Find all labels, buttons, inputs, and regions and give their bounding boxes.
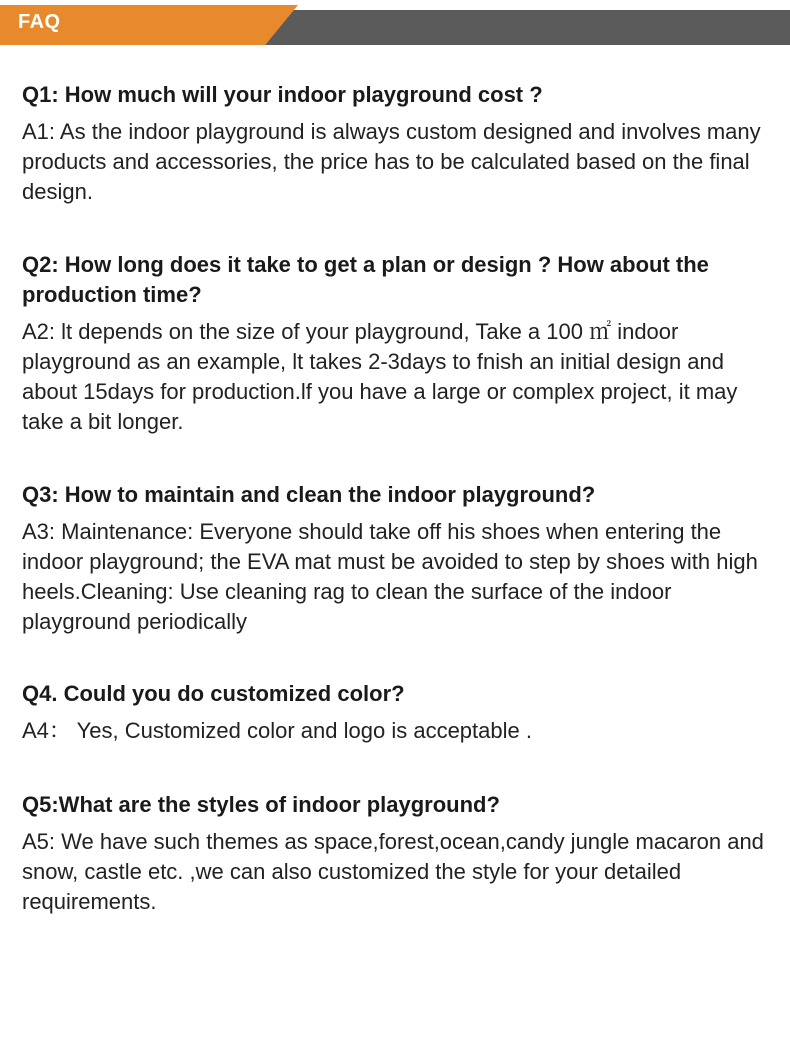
faq-item-1 — [22, 80, 772, 207]
faq-item-3 — [22, 480, 772, 637]
faq-answer: A2: lt depends on the size of your playground, Take a 100 ㎡ indoor playground as an example, lt takes 2-3days to fnish an initial design and about 15days for production.lf you have a large or complex project, it may take a bit longer. — [22, 319, 738, 434]
faq-question: Q1: How much will your indoor playground cost ? — [22, 82, 543, 107]
faq-question: Q4. Could you do customized color? — [22, 681, 405, 706]
faq-item-5 — [22, 790, 772, 917]
faq-answer: A1: As the indoor playground is always custom designed and involves many products and accessories, the price has to be calculated based on the final design. — [22, 119, 761, 204]
faq-answer: A4： Yes, Customized color and logo is acceptable . — [22, 718, 532, 743]
faq-item-4 — [22, 679, 772, 746]
faq-question: Q5:What are the styles of indoor playground? — [22, 792, 500, 817]
faq-answer: A5: We have such themes as space,forest,ocean,candy jungle macaron and snow, castle etc. ,we can also customized the style for your detailed requirements. — [22, 829, 764, 914]
faq-item-2 — [22, 250, 772, 437]
faq-header — [0, 5, 790, 45]
faq-question: Q2: How long does it take to get a plan or design ? How about the production time? — [22, 252, 709, 307]
faq-answer: A3: Maintenance: Everyone should take off his shoes when entering the indoor playground; the EVA mat must be avoided to step by shoes with high heels.Cleaning: Use cleaning rag to clean the surface of the indoor playground periodically — [22, 519, 758, 634]
header-title: FAQ — [18, 11, 61, 33]
faq-question: Q3: How to maintain and clean the indoor playground? — [22, 482, 596, 507]
